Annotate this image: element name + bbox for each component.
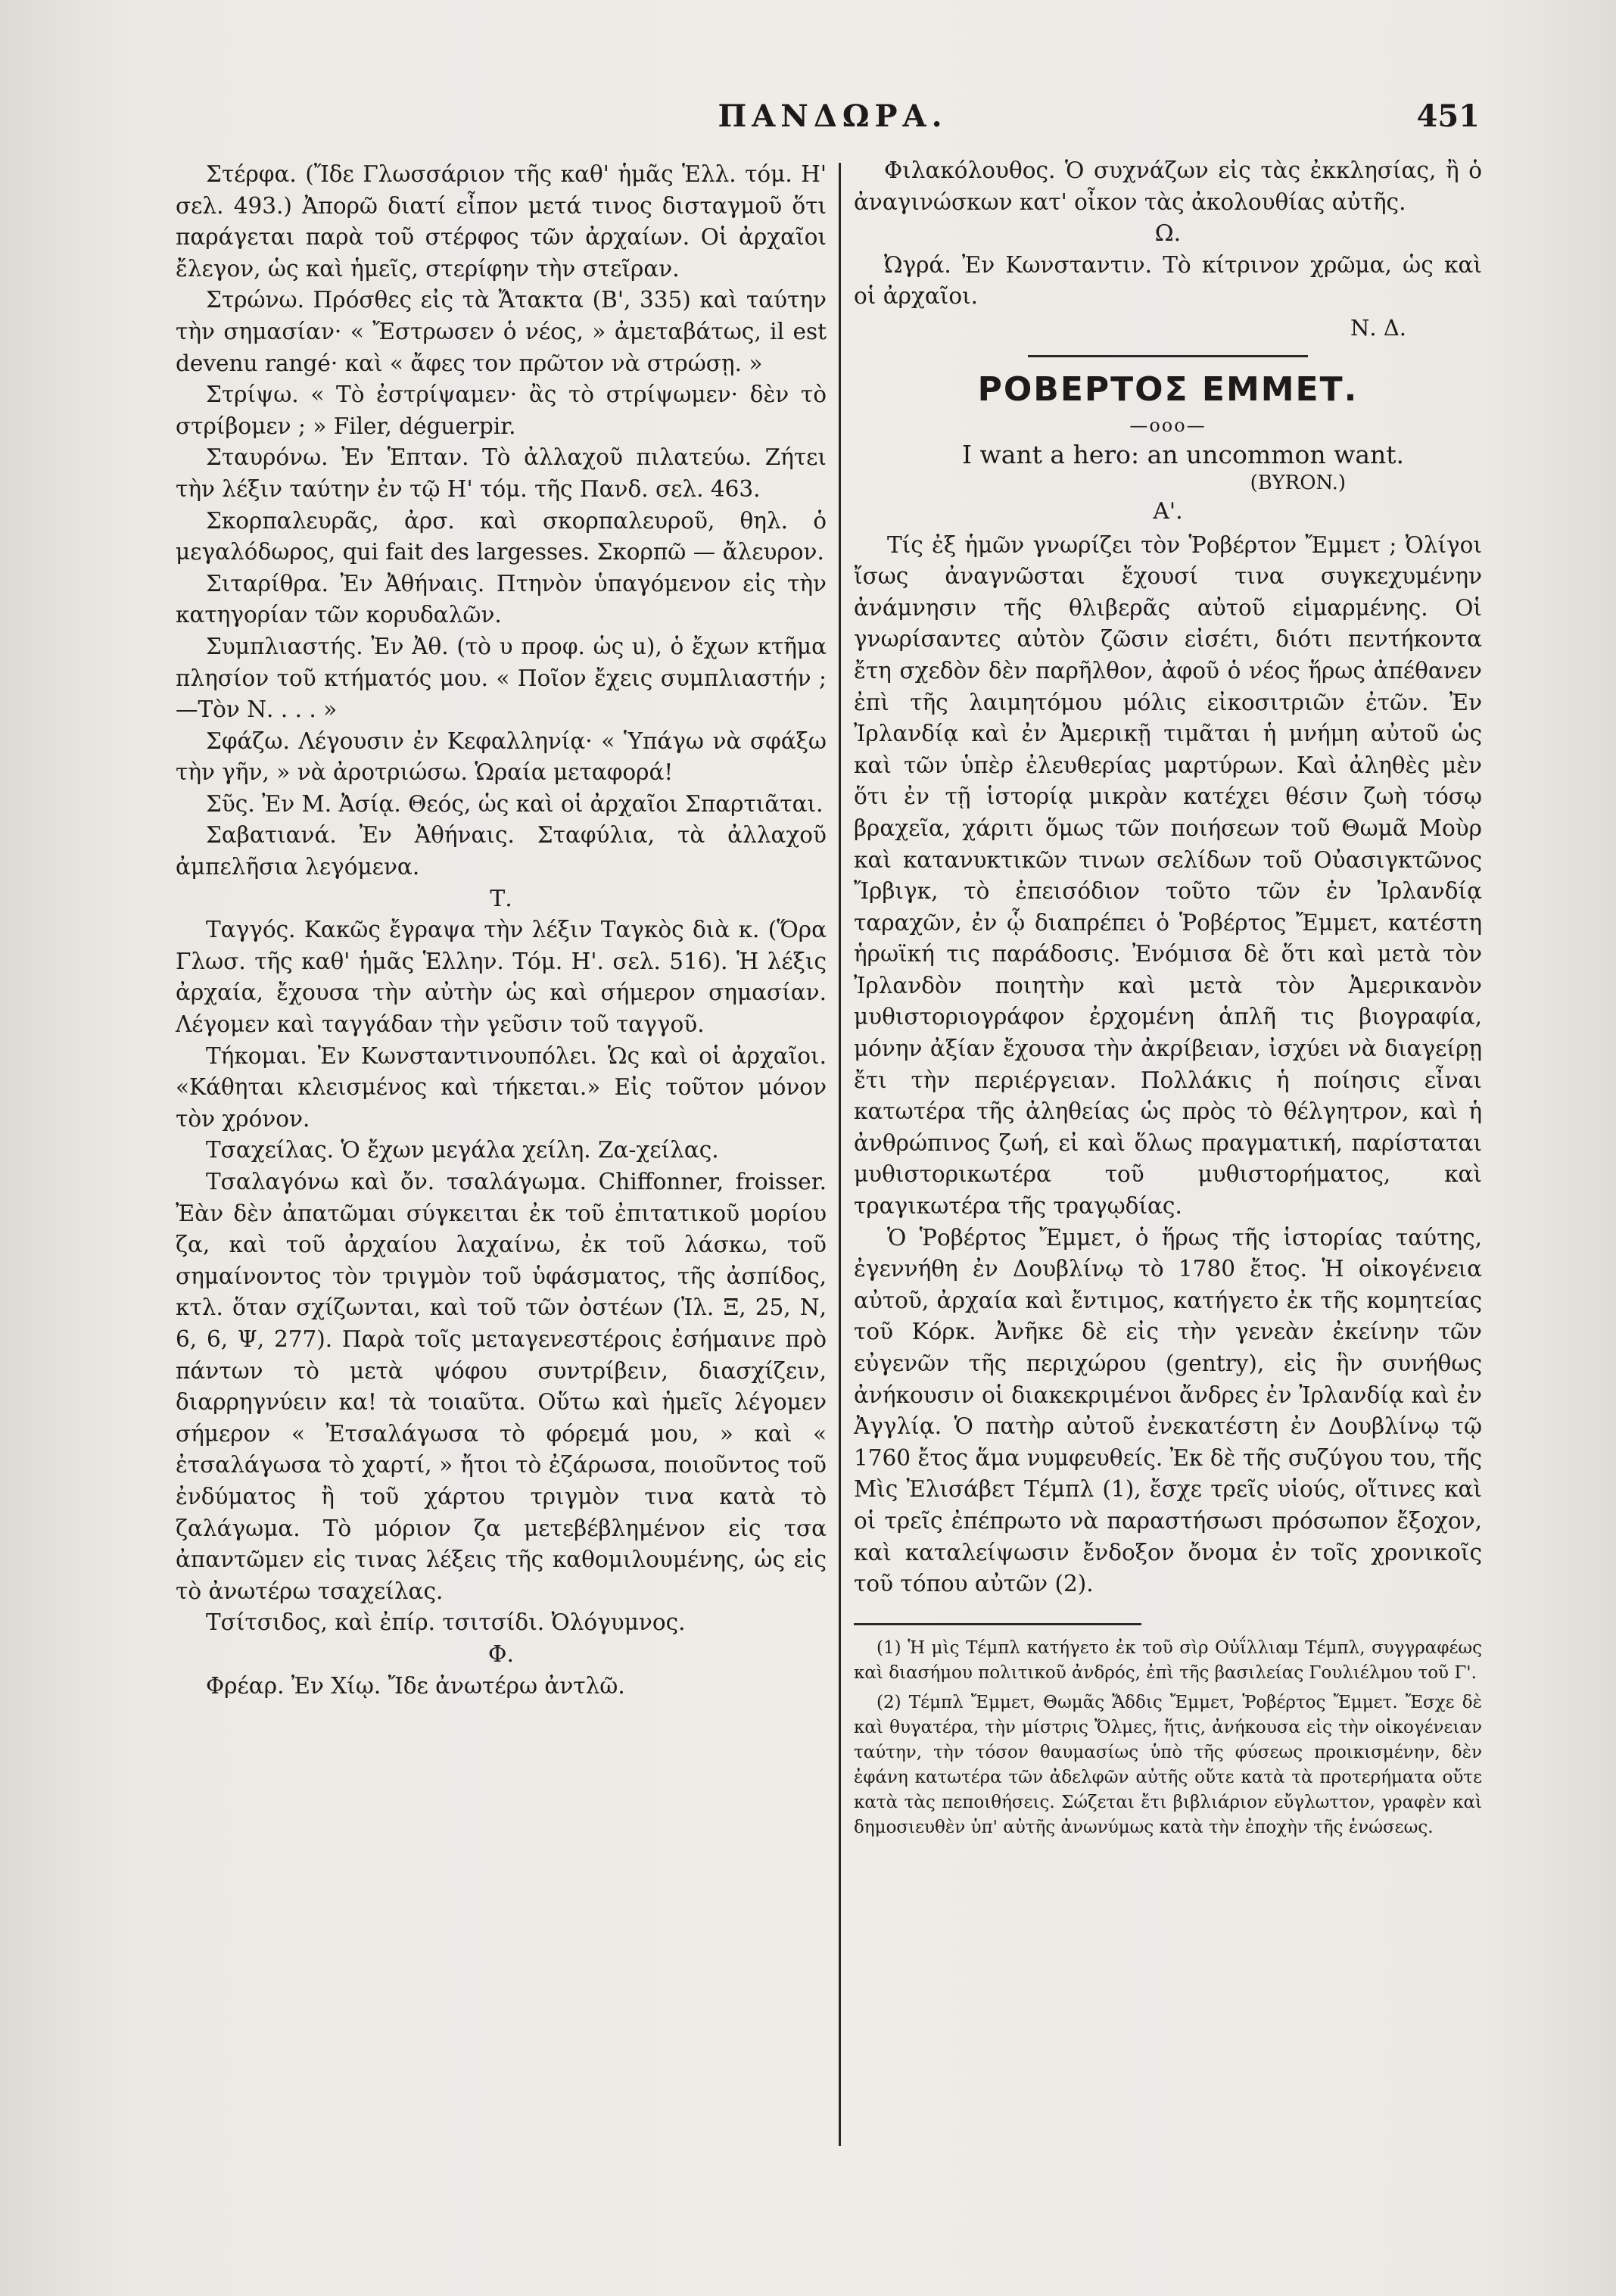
glossary-entry: Φιλακόλουθος. Ὁ συχνάζων εἰς τὰς ἐκκλησίας, ἢ ὁ ἀναγινώσκων κατ' οἶκον τὰς ἀκολουθίας αὐτῆς. [854, 157, 1482, 215]
glossary-entry: Σῦς. Ἐν Μ. Ἀσίᾳ. Θεός, ὡς καὶ οἱ ἀρχαῖοι Σπαρτιᾶται. [206, 790, 824, 817]
chapter-mark: Α'. [1153, 497, 1183, 525]
glossary-entry: Συμπλιαστής. Ἐν Ἀθ. (τὸ υ προφ. ὡς u), ὁ ἔχων κτῆμα πλησίον τοῦ κτήματός μου. « Ποῖον ἔχεις συμπλιαστήν ;—Τὸν Ν. . . . » [176, 633, 827, 723]
column-divider [839, 163, 841, 2146]
glossary-entry: Σαβατιανά. Ἐν Ἀθήναις. Σταφύλια, τὰ ἀλλαχοῦ ἀμπελῆσια λεγόμενα. [176, 822, 827, 880]
glossary-entry: Ταγγός. Κακῶς ἔγραψα τὴν λέξιν Ταγκὸς διὰ κ. (Ὅρα Γλωσ. τῆς καθ' ἡμᾶς Ἑλλην. Τόμ. Η'. σελ. 516). Ἡ λέξις ἀρχαία, ἔχουσα τὴν αὐτὴν ὡς καὶ σήμερον σημασίαν. Λέγομεν καὶ ταγγάδαν τὴν γεῦσιν τοῦ ταγγοῦ. [176, 917, 827, 1038]
glossary-entry: Σφάζω. Λέγουσιν ἐν Κεφαλληνίᾳ· « Ὑπάγω νὰ σφάξω τὴν γῆν, » νὰ ἀροτριώσω. Ὡραία μεταφορά! [176, 727, 827, 786]
glossary-entry: Σταυρόνω. Ἐν Ἑπταν. Τὸ ἀλλαχοῦ πιλατεύω. Ζήτει τὴν λέξιν ταύτην ἐν τῷ Η' τόμ. τῆς Πανδ. σελ. 463. [176, 444, 827, 502]
glossary-entry: Στρίψω. « Τὸ ἐστρίψαμεν· ἂς τὸ στρίψωμεν· δὲν τὸ στρίβομεν ; » Filer, déguerpir. [176, 382, 827, 439]
right-column [854, 155, 1482, 1845]
article-title: ΡΟΒΕΡΤΟΣ ΕΜΜΕΤ. [977, 369, 1359, 409]
section-letter: Τ. [490, 885, 512, 912]
glossary-entry: Τσαλαγόνω καὶ ὄν. τσαλάγωμα. Chiffonner, froisser. Ἐὰν δὲν ἀπατῶμαι σύγκειται ἐκ τοῦ ἐπιτατικοῦ μορίου ζα, καὶ τοῦ ἀρχαίου λαχαίνω, ἐκ τοῦ λάσκω, τοῦ σημαίνοντος τὸν τριγμὸν τοῦ ὑφάσματος, τῆς ἀσπίδος, κτλ. ὅταν σχίζωνται, καὶ τοῦ τῶν ὀστέων (Ἰλ. Ξ, 25, Ν, 6, 6, Ψ, 277). Παρὰ τοῖς μεταγενεστέροις ἐσήμαινε πρὸ πάντων τὸ μετὰ ψόφου συντρίβειν, διασχίζειν, διαρρηγνύειν κα! τὰ τοιαῦτα. Οὕτω καὶ ἡμεῖς λέγομεν σήμερον « Ἐτσαλάγωσα τὸ φόρεμά μου, » καὶ « ἐτσαλάγωσα τὸ χαρτί, » ἤτοι τὸ ἐζάρωσα, ποιοῦντος τοῦ ἐνδύματος ἢ τοῦ χάρτου τριγμὸν τινα κατὰ τὸ ζαλάγωμα. Τὸ μόριον ζα μετεβέβλημένον εἰς τσα ἀπαντῶμεν εἰς τινας λέξεις τῆς καθομιλουμένης, ὡς εἰς τὸ ἀνωτέρω τσαχείλας. [176, 1169, 827, 1604]
left-column [176, 159, 827, 1702]
section-letter: Ω. [1154, 220, 1182, 248]
title-ornament: —ooo— [1129, 414, 1207, 436]
epigraph-source: (BYRON.) [1250, 471, 1346, 494]
article-paragraph: Τίς ἐξ ἡμῶν γνωρίζει τὸν Ῥοβέρτον Ἔμμετ ; Ὀλίγοι ἴσως ἀναγνῶσται ἔχουσί τινα συγκεχυμένην ἀνάμνησιν τῆς θλιβερᾶς αὐτοῦ εἱμαρμένης. Οἱ γνωρίσαντες αὐτὸν ζῶσιν εἰσέτι, διότι πεντήκοντα ἔτη σχεδὸν δὲν παρῆλθον, ἀφοῦ ὁ νέος ἥρως ἀπέθανεν ἐπὶ τῆς λαιμητόμου μόλις εἰκοσιτριῶν ἐτῶν. Ἐν Ἰρλανδίᾳ καὶ ἐν Ἀμερικῇ τιμᾶται ἡ μνήμη αὐτοῦ ὡς καὶ τῶν ὑπὲρ ἐλευθερίας μαρτύρων. Καὶ ἀληθὲς μὲν ὅτι ἐν τῇ ἱστορίᾳ μικρὰν κατέχει θέσιν ζωὴ τόσῳ βραχεῖα, χάριτι ὅμως τῶν ποιήσεων τοῦ Θωμᾶ Μοὺρ καὶ κατανυκτικῶν τινων σελίδων τοῦ Οὐασιγκτῶνος Ἴρβιγκ, τὸ ἐπεισόδιον τοῦτο τῶν ἐν Ἰρλανδίᾳ ταραχῶν, ἐν ᾧ διαπρέπει ὁ Ῥοβέρτος Ἔμμετ, κατέστη ἡρωϊκή τις παράδοσις. Ἐνόμισα δὲ ὅτι καὶ μετὰ τὸν Ἰρλανδὸν ποιητὴν καὶ μετὰ τὸν Ἀμερικανὸν μυθιστοριογράφον ἐρχομένη ἁπλῆ τις βιογραφία, μόνην ἀξίαν ἔχουσα τὴν ἀκρίβειαν, ἰσχύει νὰ διαγείρῃ ἔτι τὴν περιέργειαν. Πολλάκις ἡ ποίησις εἶναι κατωτέρα τῆς ἀληθείας ὡς πρὸς τὸ θέλγητρον, καὶ ἡ ἀνθρώπινος ζωή, εἰ καὶ ὅλως πραγματική, παρίσταται μυθιστορικωτέρα τοῦ μυθιστορήματος, καὶ τραγικωτέρα τῆς τραγῳδίας. [854, 531, 1482, 1220]
footnote-rule [854, 1623, 1141, 1625]
article-paragraph: Ὁ Ῥοβέρτος Ἔμμετ, ὁ ἥρως τῆς ἱστορίας ταύτης, ἐγεννήθη ἐν Δουβλίνῳ τὸ 1780 ἔτος. Ἡ οἰκογένεια αὐτοῦ, ἀρχαία καὶ ἔντιμος, κατήγετο ἐκ τῆς κομητείας τοῦ Κόρκ. Ἀνῆκε δὲ εἰς τὴν γενεὰν ἐκείνην τῶν εὐγενῶν τῆς περιχώρου (gentry), εἰς ἣν συνήθως ἀνήκουσιν οἱ διακεκριμένοι ἄνδρες ἐν Ἰρλανδίᾳ καὶ ἐν Ἀγγλίᾳ. Ὁ πατὴρ αὐτοῦ ἐνεκατέστη ἐν Δουβλίνῳ τῷ 1760 ἔτος ἅμα νυμφευθείς. Ἐκ δὲ τῆς συζύγου του, τῆς Μὶς Ἐλισάβετ Τέμπλ (1), ἔσχε τρεῖς υἱούς, οἵτινες καὶ οἱ τρεῖς ἐπέπρωτο νὰ παραστήσωσι πρόσωπον ἔξοχον, καὶ καταλείψωσιν ἔνδοξον ὄνομα ἐν τοῖς χρονικοῖς τοῦ τόπου αὐτῶν (2). [854, 1224, 1482, 1597]
section-letter: Φ. [487, 1640, 515, 1668]
running-title: ΠΑΝΔΩΡΑ. [718, 98, 948, 134]
glossary-entry: Φρέαρ. Ἐν Χίῳ. Ἴδε ἀνωτέρω ἀντλῶ. [206, 1672, 625, 1699]
section-rule [1028, 355, 1308, 357]
glossary-entry: Τσίτσιδος, καὶ ἐπίρ. τσιτσίδι. Ὀλόγυμνος. [206, 1609, 686, 1636]
glossary-entry: Ὠγρά. Ἐν Κωνσταντιν. Τὸ κίτρινον χρῶμα, ὡς καὶ οἱ ἀρχαῖοι. [854, 251, 1482, 310]
glossary-entry: Τήκομαι. Ἐν Κωνσταντινουπόλει. Ὡς καὶ οἱ ἀρχαῖοι. «Κάθηται κλεισμένος καὶ τήκεται.» Εἰς τοῦτον μόνον τὸν χρόνον. [176, 1042, 827, 1132]
glossary-entry: Στρώνω. Πρόσθες εἰς τὰ Ἄτακτα (Β', 335) καὶ ταύτην τὴν σημασίαν· « Ἔστρωσεν ὁ νέος, » ἀμεταβάτως, il est devenu rangé· καὶ « ἄφες τον πρῶτον νὰ στρώσῃ. » [176, 287, 827, 376]
page-header [0, 98, 1616, 151]
author-signature: Ν. Δ. [1350, 314, 1406, 341]
glossary-entry: Σιταρίθρα. Ἐν Ἀθήναις. Πτηνὸν ὑπαγόμενον εἰς τὴν κατηγορίαν τῶν κορυδαλῶν. [176, 570, 827, 628]
glossary-entry: Στέρφα. (Ἴδε Γλωσσάριον τῆς καθ' ἡμᾶς Ἑλλ. τόμ. Η' σελ. 493.) Ἀπορῶ διατί εἶπον μετά τινος δισταγμοῦ ὅτι παράγεται παρὰ τοῦ στέρφος τῶν ἀρχαίων. Οἱ ἀρχαῖοι ἔλεγον, ὡς καὶ ἡμεῖς, στερίφην τὴν στεῖραν. [176, 161, 827, 282]
footnote: (1) Ἡ μὶς Τέμπλ κατήγετο ἐκ τοῦ σὶρ Οὐΐλλιαμ Τέμπλ, συγγραφέως καὶ διασήμου πολιτικοῦ ἀνδρός, ἐπὶ τῆς βασιλείας Γουλιέλμου τοῦ Γ'. [854, 1637, 1482, 1683]
glossary-entry: Τσαχείλας. Ὁ ἔχων μεγάλα χείλη. Ζα-χείλας. [206, 1137, 719, 1164]
glossary-entry: Σκορπαλευρᾶς, ἀρσ. καὶ σκορπαλευροῦ, θηλ. ὁ μεγαλόδωρος, qui fait des largesses. Σκορπῶ — ἄλευρον. [176, 507, 827, 565]
page-number: 451 [1416, 98, 1480, 134]
footnote: (2) Τέμπλ Ἔμμετ, Θωμᾶς Ἄδδις Ἔμμετ, Ῥοβέρτος Ἔμμετ. Ἔσχε δὲ καὶ θυγατέρα, τὴν μίστρις Ὄλμες, ἥτις, ἀνήκουσα εἰς τὴν οἰκογένειαν ταύτην, τὴν τόσον θαυμασίως ὑπὸ τῆς φύσεως προικισμένην, δὲν ἐφάνη κατωτέρα τῶν ἀδελφῶν αὐτῆς οὔτε κατὰ τὰ προτερήματα οὔτε κατὰ τὰς πεποιθήσεις. Σώζεται ἔτι βιβλιάριον εὔγλωττον, γραφὲν καὶ δημοσιευθὲν ὑπ' αὐτῆς ἀνωνύμως κατὰ τὴν ἐποχὴν τῆς ἑνώσεως. [854, 1692, 1482, 1837]
epigraph: I want a hero: an uncommon want. [961, 439, 1405, 469]
